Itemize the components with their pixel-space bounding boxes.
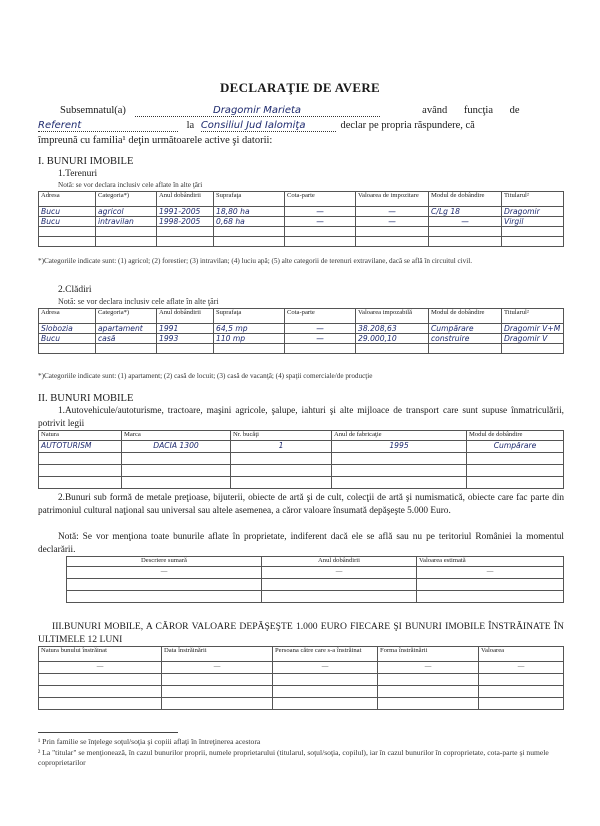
intro-line-1 [60, 105, 520, 117]
th-anul: Anul dobândirii [157, 192, 214, 207]
intro-line-3: împreună cu familia¹ deţin următoarele active şi datorii: [38, 135, 273, 146]
declarant-employer: Consiliul Jud Ialomiţa [201, 120, 336, 132]
cell: apartament [96, 324, 157, 334]
cell: 1995 [332, 441, 467, 453]
table-row [67, 567, 564, 579]
table-row [39, 674, 564, 686]
cell: agricol [96, 207, 157, 217]
cladiri-note: Notă: se vor declara inclusiv cele aflate în alte ţări [58, 297, 219, 306]
cladiri-heading: 2.Clădiri [58, 285, 92, 295]
table-row [39, 324, 564, 334]
subsemnatul-label: Subsemnatul(a) [60, 105, 126, 116]
cell: — [285, 324, 356, 334]
th-valoarea: Valoarea impozabilă [356, 309, 429, 324]
terenuri-heading: 1.Terenuri [58, 169, 98, 179]
cell: 1998-2005 [157, 217, 214, 227]
cell: DACIA 1300 [122, 441, 231, 453]
cell: — [285, 334, 356, 344]
table-row [39, 217, 564, 227]
section-2-heading: II. BUNURI MOBILE [38, 393, 134, 404]
cell: 1 [231, 441, 332, 453]
cladiri-footnote: *)Categoriile indicate sunt: (1) apartament; (2) casă de locuit; (3) casă de vacanţă; (4) spaţii comerciale/de producţie [38, 372, 373, 380]
cell: AUTOTURISM [39, 441, 122, 453]
valuables-header-row [67, 557, 564, 567]
avand-functia-text: având funcţia de [422, 105, 520, 116]
declar-text: declar pe propria răspundere, că [340, 120, 475, 131]
terenuri-table [38, 191, 564, 247]
table-row [39, 686, 564, 698]
cell: — [162, 662, 273, 674]
table-row [39, 465, 564, 477]
footnote-1: ¹ Prin familie se înţelege soţul/soţia şi copiii aflaţi în întreţinerea acestora [38, 737, 261, 746]
th-adresa: Adresa [39, 192, 96, 207]
section-3-heading: III.BUNURI MOBILE, A CĂROR VALOARE DEPĂŞEŞTE 1.000 EURO FIECARE ŞI BUNURI IMOBILE ÎNSTRĂINATE ÎN ULTIMELE 12 LUNI [38, 621, 564, 645]
declarant-name: Dragomir Marieta [135, 105, 380, 117]
intro-line-2 [38, 120, 475, 132]
table-row [39, 662, 564, 674]
cell: — [378, 662, 479, 674]
cell: Bucu [39, 207, 96, 217]
valuables-note: Notă: Se vor menţiona toate bunurile aflate în proprietate, indiferent dacă ele se află sau nu pe teritoriul României la momentul declarării. [38, 532, 564, 555]
cell: Slobozia [39, 324, 96, 334]
cell: Cumpărare [467, 441, 564, 453]
table-row [39, 227, 564, 237]
th-natura-bunului: Natura bunului înstrăinat [39, 647, 162, 662]
table-row [39, 237, 564, 247]
th-categoria: Categoria*) [96, 309, 157, 324]
cell: Bucu [39, 217, 96, 227]
cell: 1991-2005 [157, 207, 214, 217]
cell: C/Lg 18 [429, 207, 502, 217]
th-data: Data înstrăinării [162, 647, 273, 662]
th-nr-bucati: Nr. bucăţi [231, 431, 332, 441]
table-row [39, 334, 564, 344]
la-text: la [186, 120, 195, 131]
terenuri-header-row [39, 192, 564, 207]
vehicles-paragraph: 1.Autovehicule/autoturisme, tractoare, maşini agricole, şalupe, iahturi şi alte mijloace de transport care sunt supuse înmatriculării, potrivit legii [38, 406, 564, 429]
section-1-heading: I. BUNURI IMOBILE [38, 156, 134, 167]
cell: Cumpărare [429, 324, 502, 334]
cell: — [67, 567, 262, 579]
cell: casă [96, 334, 157, 344]
table-row [39, 453, 564, 465]
cell: Dragomir [502, 207, 564, 217]
cell: 0,68 ha [214, 217, 285, 227]
th-cota: Cota-parte [285, 192, 356, 207]
cell: intravilan [96, 217, 157, 227]
th-anul-fabricatie: Anul de fabricaţie [332, 431, 467, 441]
declarant-position: Referent [38, 120, 178, 132]
instrainate-table [38, 646, 564, 710]
cell: construire [429, 334, 502, 344]
instrainate-header-row [39, 647, 564, 662]
th-forma: Forma înstrăinării [378, 647, 479, 662]
th-modul: Modul de dobândire [429, 309, 502, 324]
cell: 110 mp [214, 334, 285, 344]
footnote-2: ² La "titular" se menţionează, în cazul bunurilor proprii, numele proprietarului (titularul, soţul/soţia, copilul), iar în cazul bunurilor în coproprietate, cota-parte şi numele coproprietarilor [38, 748, 549, 767]
cell: — [285, 207, 356, 217]
cell: — [356, 217, 429, 227]
cell: 38.208,63 [356, 324, 429, 334]
cell: 1991 [157, 324, 214, 334]
cell: — [429, 217, 502, 227]
th-persoana: Persoana către care s-a înstrăinat [273, 647, 378, 662]
cladiri-header-row [39, 309, 564, 324]
table-row [39, 344, 564, 354]
cell: — [356, 207, 429, 217]
cell: — [262, 567, 417, 579]
cell: Dragomir V+M [502, 324, 564, 334]
cell: 29.000,10 [356, 334, 429, 344]
table-row [39, 477, 564, 489]
table-row [39, 441, 564, 453]
cell: 18,80 ha [214, 207, 285, 217]
th-natura: Natura [39, 431, 122, 441]
th-marca: Marca [122, 431, 231, 441]
valuables-paragraph: 2.Bunuri sub formă de metale preţioase, bijuterii, obiecte de artă şi de cult, colecţii de artă şi numismatică, obiecte care fac parte din patrimoniul cultural naţional sau universal sau altele asemenea, a căror valoare însumată depăşeşte 5.000 Euro. [38, 493, 564, 516]
th-anul: Anul dobândirii [157, 309, 214, 324]
th-titular: Titularul² [502, 309, 564, 324]
table-row [67, 579, 564, 591]
cell: 1993 [157, 334, 214, 344]
th-categoria: Categoria*) [96, 192, 157, 207]
cell: — [39, 662, 162, 674]
table-row [39, 207, 564, 217]
th-modul: Modul de dobândire [467, 431, 564, 441]
valuables-table [66, 556, 564, 603]
th-modul: Modul de dobândire [429, 192, 502, 207]
th-cota: Cota-parte [285, 309, 356, 324]
page-title: DECLARAŢIE DE AVERE [219, 80, 381, 95]
cell: Bucu [39, 334, 96, 344]
cell: — [479, 662, 564, 674]
cell: 64,5 mp [214, 324, 285, 334]
cell: — [273, 662, 378, 674]
th-valoarea: Valoarea estimată [417, 557, 564, 567]
table-row [39, 698, 564, 710]
cell: Dragomir V [502, 334, 564, 344]
terenuri-note: Notă: se vor declara inclusiv cele aflate în alte ţări [58, 181, 203, 189]
terenuri-footnote: *)Categoriile indicate sunt: (1) agricol; (2) forestier; (3) intravilan; (4) luciu apă; (5) alte categorii de terenuri extravilane, dacă se află în circuitul civil. [38, 257, 473, 265]
th-titular: Titularul² [502, 192, 564, 207]
th-suprafata: Suprafaţa [214, 192, 285, 207]
vehicles-table [38, 430, 564, 489]
th-valoarea: Valoarea de impozitare [356, 192, 429, 207]
cell: — [417, 567, 564, 579]
cell: Virgil [502, 217, 564, 227]
th-suprafata: Suprafaţa [214, 309, 285, 324]
cladiri-table [38, 308, 564, 354]
footnote-divider [38, 732, 178, 733]
th-descriere: Descriere sumară [67, 557, 262, 567]
th-adresa: Adresa [39, 309, 96, 324]
th-anul: Anul dobândirii [262, 557, 417, 567]
vehicles-header-row [39, 431, 564, 441]
th-valoarea: Valoarea [479, 647, 564, 662]
cell: — [285, 217, 356, 227]
table-row [67, 591, 564, 603]
